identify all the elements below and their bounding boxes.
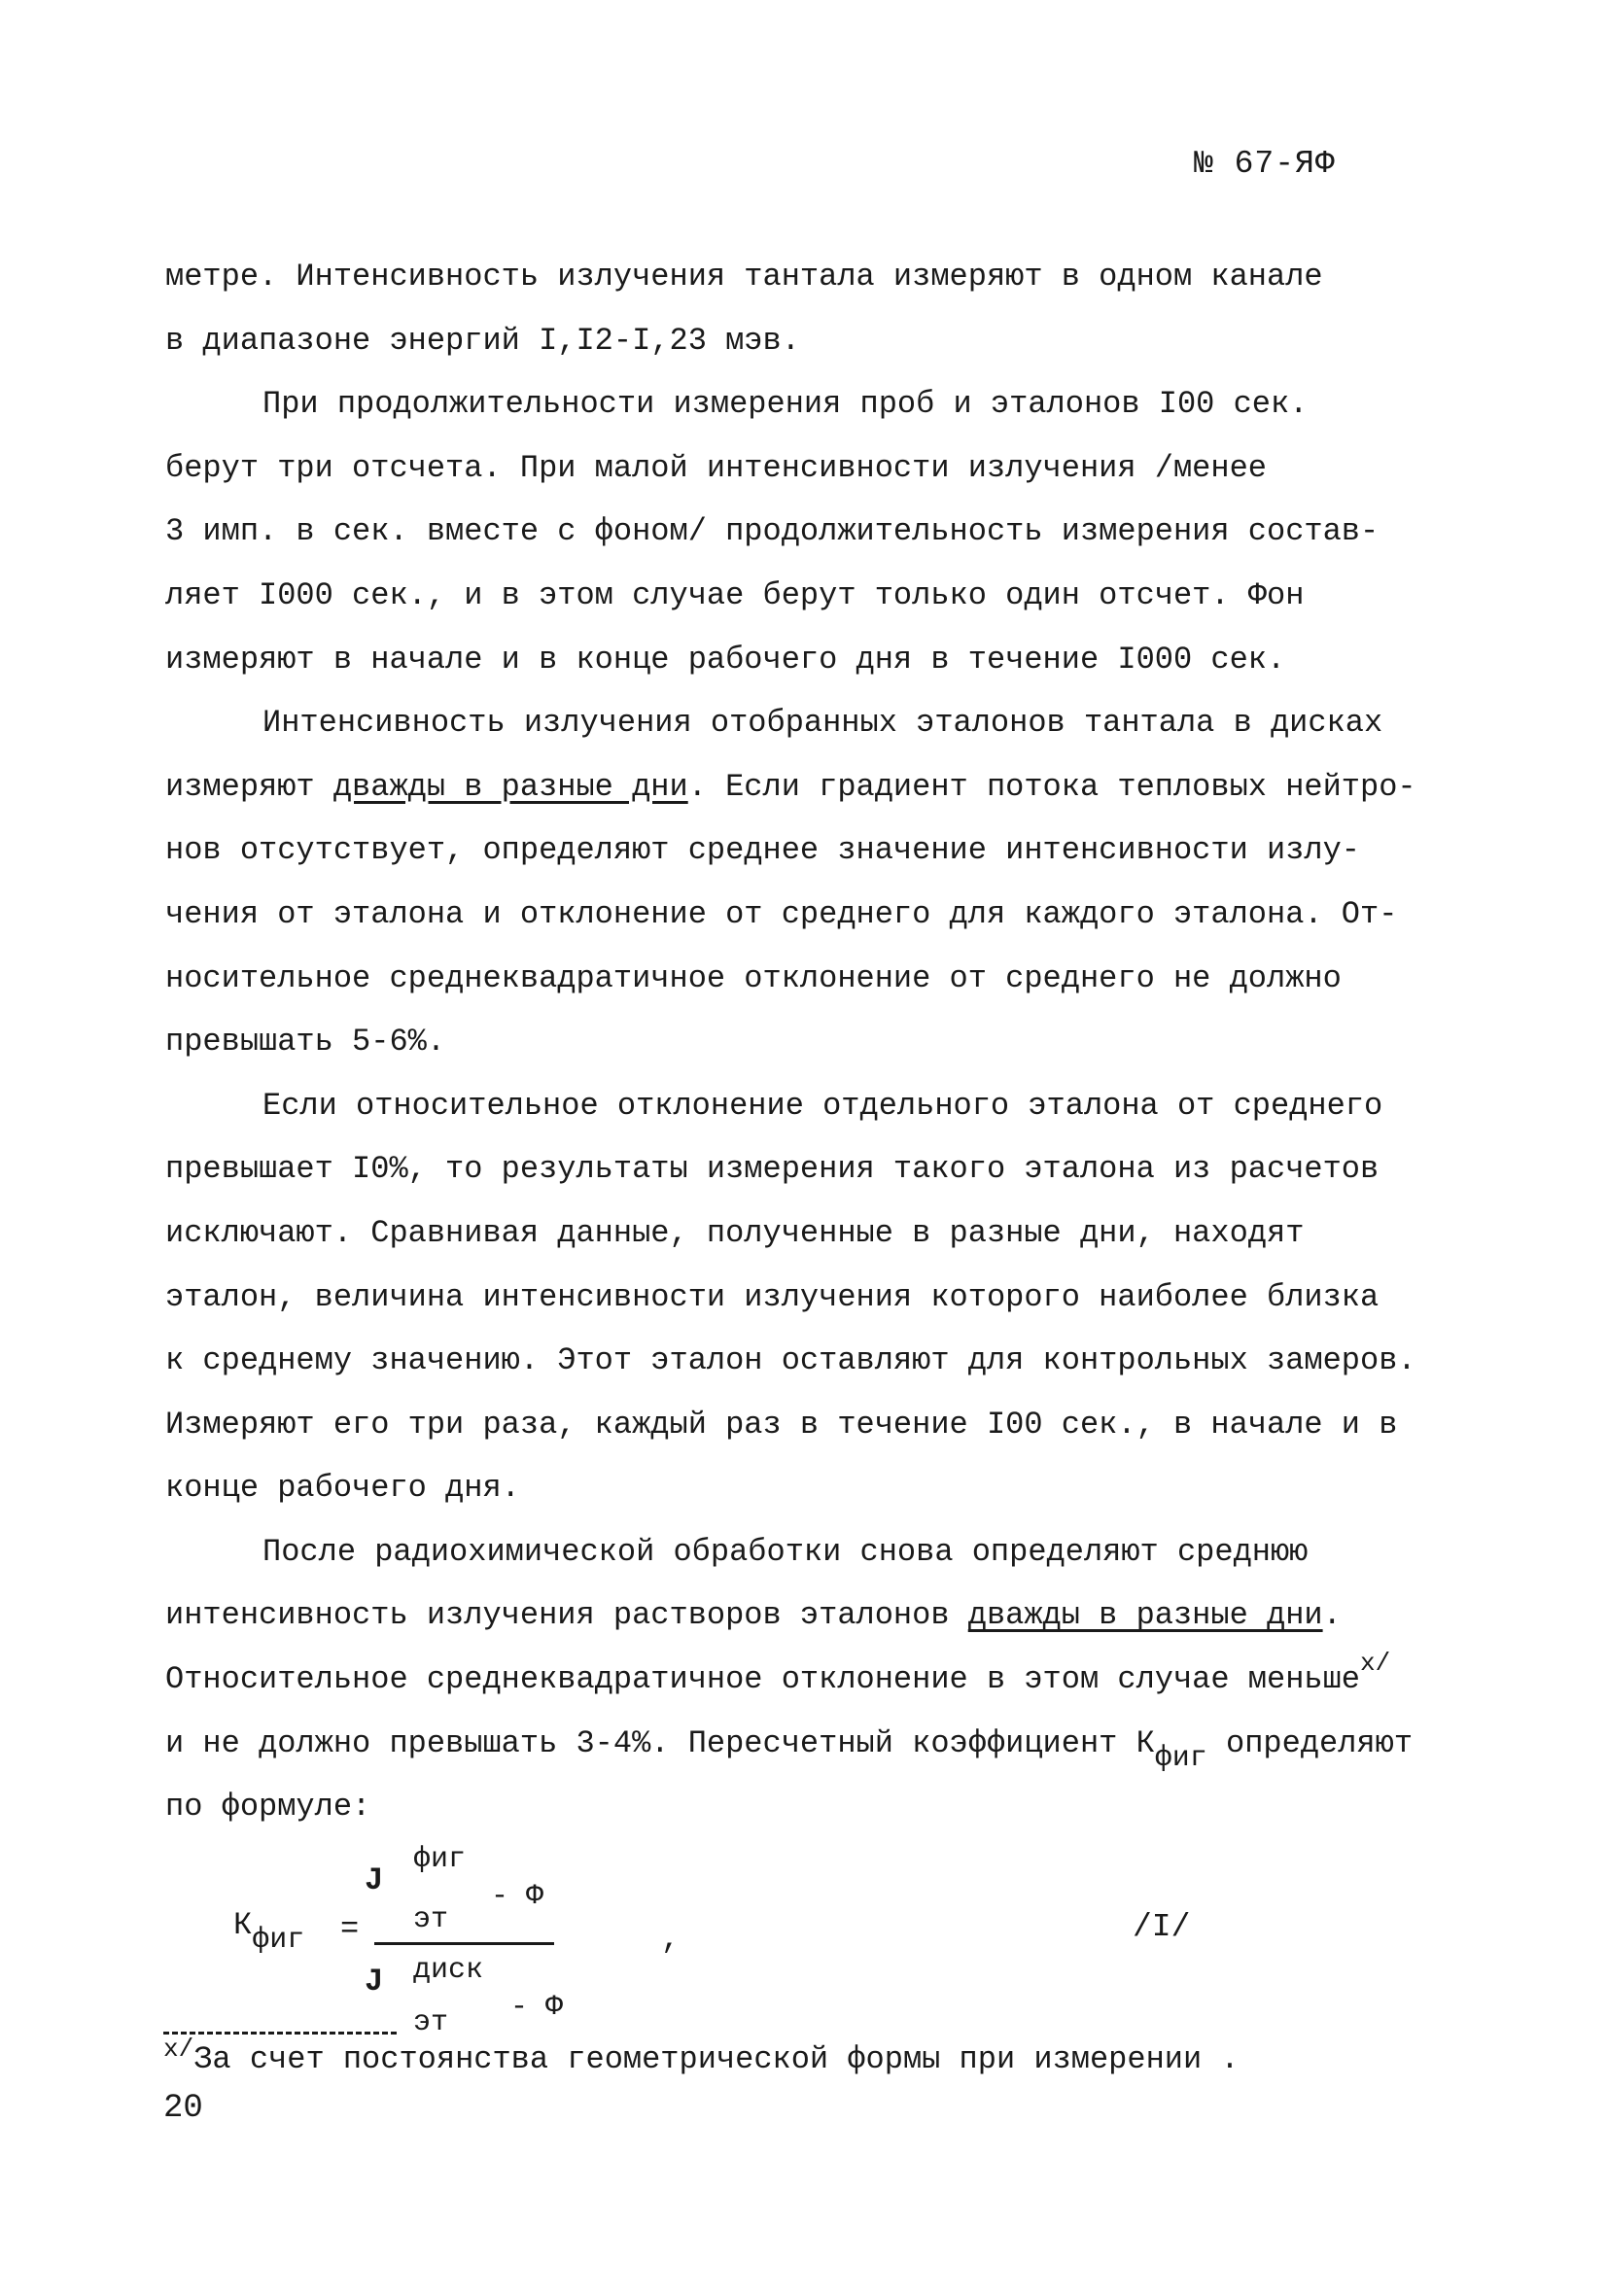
footnote-reference: x/ <box>1360 1649 1391 1679</box>
document-number: № 67-ЯФ <box>1194 146 1336 182</box>
text-line: Интенсивность излучения отобранных эталонов тантала в дисках <box>262 705 1383 742</box>
formula-equals: = <box>340 1911 360 1947</box>
text-fragment: интенсивность излучения растворов эталонов <box>165 1597 968 1634</box>
formula-lhs-subscript: фиг <box>252 1924 305 1957</box>
footnote-mark: x/ <box>163 2035 194 2064</box>
text-line: метре. Интенсивность излучения тантала измеряют в одном канале <box>165 259 1323 295</box>
text-line: конце рабочего дня. <box>165 1470 520 1507</box>
text-line <box>165 755 1468 819</box>
text-line: При продолжительности измерения проб и эталонов I00 сек. <box>262 386 1309 423</box>
subscript: фиг <box>1154 1741 1207 1775</box>
text-fragment: и не должно превышать 3-4%. Пересчетный коэффициент К <box>165 1724 1155 1761</box>
body-text <box>165 245 1468 1839</box>
text-line: нов отсутствует, определяют среднее значение интенсивности излу- <box>165 832 1360 869</box>
text-line: ляет I000 сек., и в этом случае берут только один отсчет. Фон <box>165 576 1305 613</box>
text-line: исключают. Сравнивая данные, полученные в разные дни, находят <box>165 1214 1305 1251</box>
formula-denominator-symbol: J <box>365 1964 384 2000</box>
text-line: в диапазоне энергий I,I2-I,23 мэв. <box>165 322 800 359</box>
footnote <box>163 2035 1240 2077</box>
text-fragment: Относительное среднеквадратичное отклонение в этом случае меньше <box>165 1661 1360 1698</box>
formula-numerator-subscript: эт <box>413 1903 449 1936</box>
underlined-emphasis: дважды в разные дни <box>967 1597 1323 1634</box>
text-fragment: . <box>1322 1597 1342 1634</box>
formula-comma: , <box>661 1921 681 1957</box>
formula-k: К <box>233 1907 253 1943</box>
equation-number: /I/ <box>1133 1909 1191 1945</box>
text-line: превышает I0%, то результаты измерения такого эталона из расчетов <box>165 1151 1380 1188</box>
formula <box>233 1843 1205 2041</box>
text-line: эталон, величина интенсивности излучения которого наиболее близка <box>165 1278 1380 1315</box>
text-line: Если относительное отклонение отдельного эталона от среднего <box>262 1087 1383 1124</box>
text-line <box>165 1583 1468 1648</box>
text-line: чения от эталона и отклонение от среднего для каждого эталона. От- <box>165 895 1398 932</box>
formula-denominator-minus: - Ф <box>510 1991 564 2024</box>
formula-lhs <box>233 1907 305 1957</box>
text-line: носительное среднеквадратичное отклонение от среднего не должно <box>165 959 1342 996</box>
formula-denominator-subscript: эт <box>413 2006 449 2039</box>
fraction-bar <box>374 1942 554 1945</box>
text-line <box>165 1712 1468 1776</box>
page-number: 20 <box>163 2090 203 2127</box>
text-line: После радиохимической обработки снова определяют среднюю <box>262 1533 1309 1570</box>
text-fragment: измеряют <box>165 768 333 805</box>
text-fragment: . Если градиент потока тепловых нейтро- <box>687 768 1416 805</box>
text-fragment: определяют <box>1206 1724 1414 1761</box>
text-line: измеряют в начале и в конце рабочего дня в течение I000 сек. <box>165 641 1286 678</box>
formula-numerator-symbol: J <box>365 1862 384 1898</box>
text-line: Измеряют его три раза, каждый раз в течение I00 сек., в начале и в <box>165 1406 1398 1443</box>
text-line: 3 имп. в сек. вместе с фоном/ продолжительность измерения состав- <box>165 513 1380 550</box>
footnote-separator <box>163 2032 397 2035</box>
formula-numerator-superscript: фиг <box>413 1843 467 1876</box>
text-line: к среднему значению. Этот эталон оставляют для контрольных замеров. <box>165 1342 1416 1379</box>
text-line: превышать 5-6%. <box>165 1024 446 1061</box>
formula-denominator-superscript: диск <box>413 1954 484 1987</box>
formula-numerator-minus: - Ф <box>491 1880 544 1913</box>
text-line: по формуле: <box>165 1789 371 1826</box>
underlined-emphasis: дважды в разные дни <box>332 768 688 805</box>
footnote-text: За счет постоянства геометрической формы при измерении . <box>193 2041 1240 2077</box>
text-line: берут три отсчета. При малой интенсивности излучения /менее <box>165 449 1267 486</box>
text-line <box>165 1648 1468 1712</box>
